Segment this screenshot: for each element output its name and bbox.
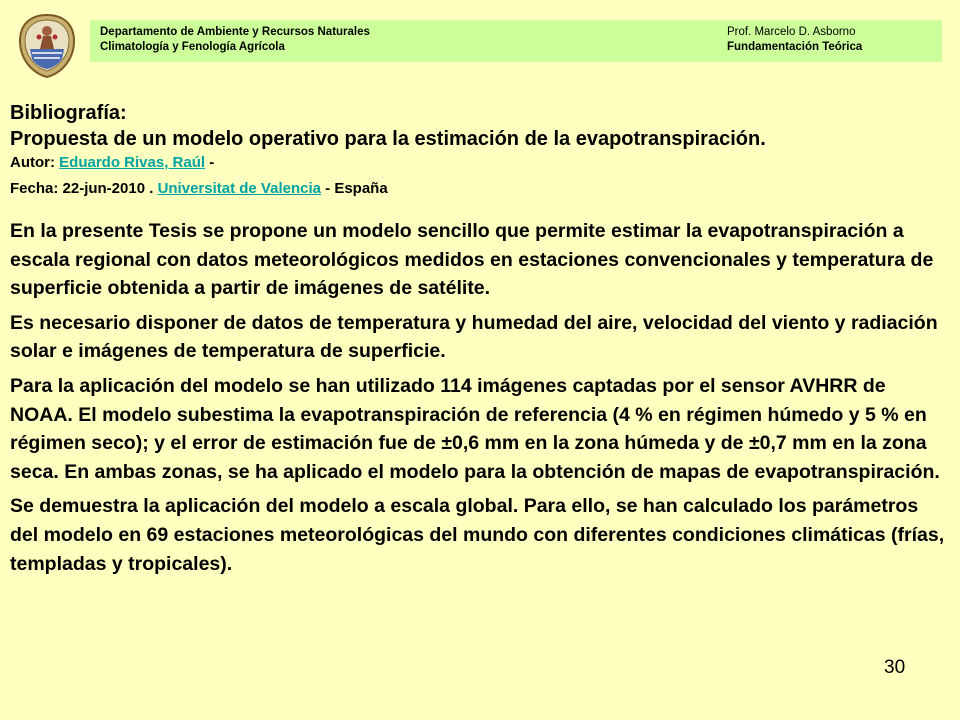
author-line bbox=[10, 153, 950, 173]
date-label: Fecha: 22-jun-2010 . bbox=[10, 180, 158, 197]
paragraph-data-requirements: Es necesario disponer de datos de temperatura y humedad del aire, velocidad del viento y radiación solar e imágenes de temperatura de superficie. bbox=[10, 311, 938, 363]
date-line bbox=[10, 179, 950, 199]
university-link[interactable]: Universitat de Valencia bbox=[157, 180, 321, 197]
bibliography-label: Bibliografía: bbox=[10, 102, 127, 124]
section-name: Fundamentación Teórica bbox=[727, 41, 863, 53]
course-name: Climatología y Fenología Agrícola bbox=[100, 41, 285, 53]
department-name: Departamento de Ambiente y Recursos Naturales bbox=[100, 26, 370, 38]
professor-name: Prof. Marcelo D. Asborno bbox=[727, 26, 856, 38]
university-seal-logo bbox=[18, 13, 76, 79]
paragraph-global: Se demuestra la aplicación del modelo a escala global. Para ello, se han calculado los parámetros del modelo en 69 estaciones meteorológicas del mundo con diferentes condiciones climáticas (frías, templadas y tropicales). bbox=[10, 495, 945, 575]
header-right bbox=[727, 25, 862, 55]
paragraph-thesis: En la presente Tesis se propone un modelo sencillo que permite estimar la evapotranspiración a escala regional con datos meteorológicos medidos en estaciones convencionales y temperatura de superficie obtenida a partir de imágenes de satélite. bbox=[10, 220, 934, 300]
header-bar bbox=[90, 20, 942, 62]
author-suffix: - bbox=[205, 154, 215, 171]
header-left bbox=[100, 25, 370, 55]
country-suffix: - España bbox=[320, 180, 388, 197]
author-link[interactable]: Eduardo Rivas, Raúl bbox=[59, 154, 206, 171]
publication-title: Propuesta de un modelo operativo para la estimación de la evapotranspiración. bbox=[10, 128, 766, 150]
slide-content bbox=[10, 100, 950, 578]
paragraph-application: Para la aplicación del modelo se han utilizado 114 imágenes captadas por el sensor AVHRR de NOAA. El modelo subestima la evapotranspiración de referencia (4 % en régimen húmedo y 5 % en régimen seco); y el error de estimación fue de ±0,6 mm en la zona húmeda y de ±0,7 mm en la zona seca. En ambas zonas, se ha aplicado el modelo para la obtención de mapas de evapotranspiración. bbox=[10, 374, 940, 483]
author-label: Autor bbox=[10, 154, 50, 171]
author-separator: : bbox=[50, 154, 60, 171]
page-number: 30 bbox=[884, 657, 906, 678]
